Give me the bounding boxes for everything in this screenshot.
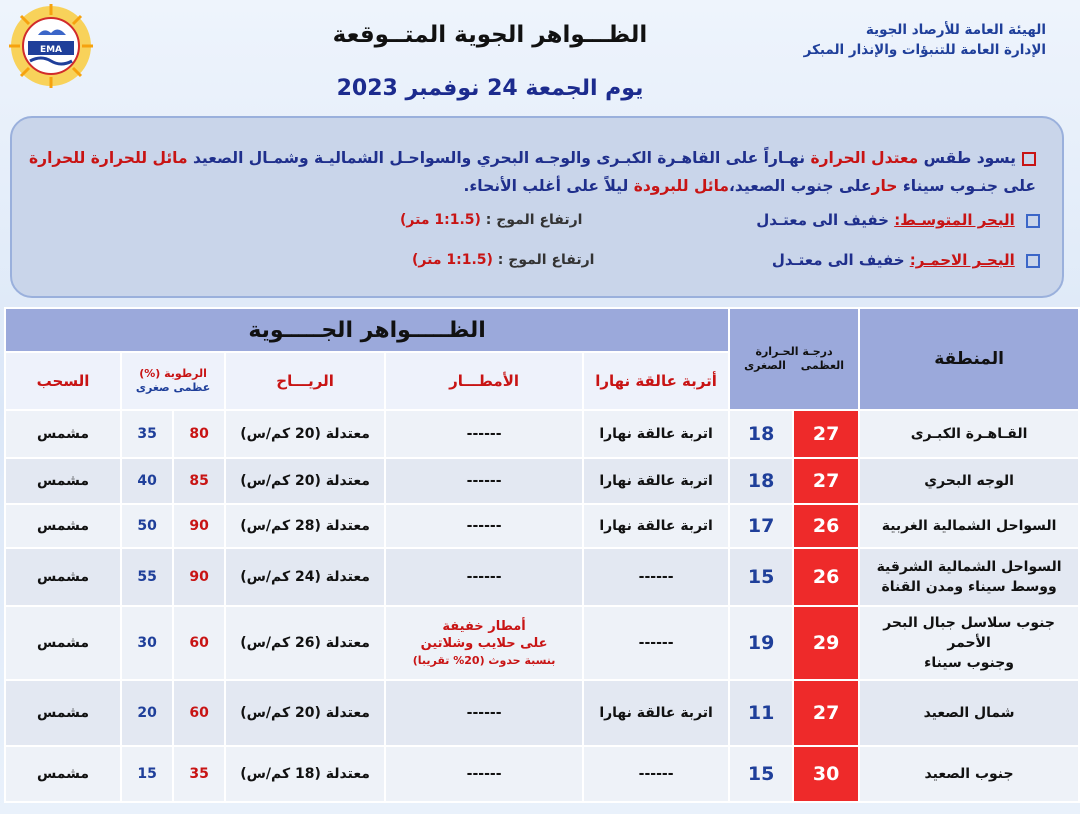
table-row: جنوب سلاسل جبال البحر الأحمر وجنوب سيناء 29 19 ------ أمطار خفيفة على حلايب وشلاتين بنسبة حدوث (20% تقريبا) معتدلة (26 كم/س) 60 30 مشمس — [5, 606, 1079, 680]
header-wind: الريـــاح — [225, 352, 385, 410]
forecast-table — [4, 307, 1080, 803]
header-region: المنطقة — [859, 308, 1079, 410]
header-dust: أتربة عالقة نهارا — [583, 352, 729, 410]
bullet-square-icon — [1026, 254, 1040, 268]
agency-name — [786, 20, 1046, 60]
summary-box — [10, 116, 1064, 298]
sea-mediterranean: البحر المتوسـط: خفيف الى معتـدل — [756, 211, 1040, 229]
header-temperature: درجـة الحـرارة العظمى الصغرى — [729, 308, 859, 410]
header-rain: الأمطـــار — [385, 352, 583, 410]
table-row: شمال الصعيد 27 11 اتربة عالقة نهارا ------ معتدلة (20 كم/س) 60 20 مشمس — [5, 680, 1079, 746]
agency-line2: الإدارة العامة للتنبؤات والإنذار المبكر — [803, 42, 1046, 58]
header-humidity: الرطوبة (%) عظمى صغرى — [121, 352, 225, 410]
page-title: الظـــواهر الجوية المتــوقعة — [332, 22, 648, 48]
table-row: السواحل الشمالية الغربية 26 17 اتربة عالقة نهارا ------ معتدلة (28 كم/س) 90 50 مشمس — [5, 504, 1079, 548]
header-clouds: السحب — [5, 352, 121, 410]
forecast-date: يوم الجمعة 24 نوفمبر 2023 — [336, 76, 644, 101]
summary-line1: يسود طقس معتدل الحرارة نهـاراً على القاهـرة الكبـرى والوجـه البحري والسواحـل الشماليـة وشمـال الصعيد مائل للحرارة للحرارة — [16, 149, 1036, 167]
table-row: القـاهـرة الكبـرى 27 18 اتربة عالقة نهارا ------ معتدلة (20 كم/س) 80 35 مشمس — [5, 410, 1079, 458]
table-row: الوجه البحري 27 18 اتربة عالقة نهارا ------ معتدلة (20 كم/س) 85 40 مشمس — [5, 458, 1079, 504]
wave-height-red-sea: ارتفاع الموج : (1:1.5 متر) — [412, 252, 595, 268]
table-row: السواحل الشمالية الشرقية ووسط سيناء ومدن القناة 26 15 ------ ------ معتدلة (24 كم/س) 90 55 مشمس — [5, 548, 1079, 606]
summary-line2: على جنـوب سيناء حارعلى جنوب الصعيد،مائل للبرودة ليلاً على أغلب الأنحاء. — [463, 177, 1036, 195]
agency-line1: الهيئة العامة للأرصاد الجوية — [865, 22, 1046, 38]
bullet-square-icon — [1022, 152, 1036, 166]
sea-red: البحـر الاحمـر: خفيف الى معتـدل — [772, 251, 1040, 269]
table-row: جنوب الصعيد 30 15 ------ ------ معتدلة (18 كم/س) 35 15 مشمس — [5, 746, 1079, 802]
bullet-square-icon — [1026, 214, 1040, 228]
ema-logo-icon — [8, 3, 94, 89]
wave-height-mediterranean: ارتفاع الموج : (1:1.5 متر) — [400, 212, 583, 228]
logo-text: EMA — [39, 45, 63, 55]
header-phenomena: الظـــــواهر الجـــــوية — [5, 308, 729, 352]
